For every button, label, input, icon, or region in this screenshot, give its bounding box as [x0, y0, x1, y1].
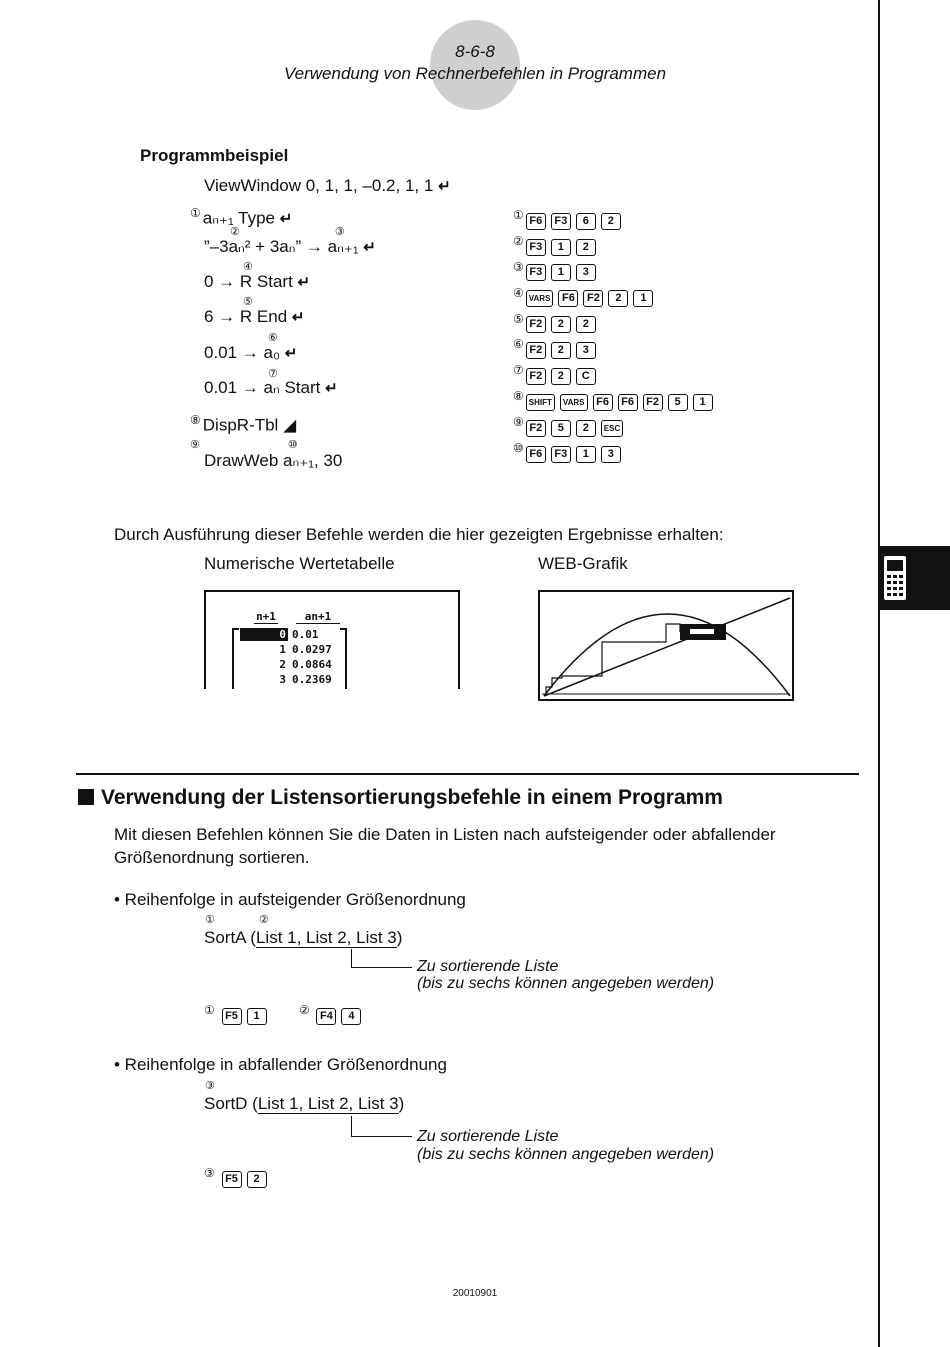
program-line-7	[204, 378, 338, 398]
calculator-key: SHIFT	[526, 394, 555, 411]
table-cell-a: 0.0864	[292, 658, 332, 671]
calculator-key: C	[576, 368, 596, 385]
sortd-note-2: (bis zu sechs können angegeben werden)	[417, 1146, 715, 1163]
key-sequence-number: ⑨	[513, 415, 524, 430]
calculator-key: F2	[526, 368, 546, 385]
results-intro: Durch Ausführung dieser Befehle werden die hier gezeigten Ergebnisse erhalten:	[114, 525, 724, 544]
table-cell-a: 0.2369	[292, 673, 332, 686]
program-line-3	[204, 237, 376, 257]
chapter-tab	[880, 546, 950, 610]
calculator-key: 2	[576, 420, 596, 437]
sorta-note-2: (bis zu sechs können angegeben werden)	[417, 975, 715, 992]
program-line-text: ”–3aₙ² + 3aₙ” → aₙ₊₁	[204, 237, 359, 256]
section-intro-1: Mit diesen Befehlen können Sie die Daten in Listen nach aufsteigender oder abfallender	[114, 825, 776, 844]
ascending-marker-1: ①	[205, 914, 215, 926]
calculator-key: 1	[633, 290, 653, 307]
return-icon: ↵	[279, 210, 293, 228]
calculator-key: F2	[526, 342, 546, 359]
key-1: 1	[247, 1008, 267, 1025]
table-cell-n: 0	[240, 628, 288, 641]
return-icon: ↵	[284, 345, 298, 362]
program-line-text: aₙ₊₁ Type	[202, 208, 275, 228]
return-icon: ↵	[438, 178, 451, 195]
graph-cobweb-gap	[690, 629, 714, 634]
calculator-key: F6	[526, 213, 546, 230]
key-sequence-number: ⑦	[513, 363, 524, 378]
key-f4: F4	[316, 1008, 336, 1025]
ascending-bullet: • Reihenfolge in aufsteigender Größenordnung	[114, 890, 466, 909]
return-icon: ↵	[297, 274, 311, 291]
program-line-5	[204, 307, 304, 327]
key-sequence-row	[513, 203, 718, 229]
program-line-2: ① aₙ₊₁ Type ↵	[190, 206, 293, 228]
calculator-key: F3	[526, 239, 546, 256]
calculator-key: 1	[551, 264, 571, 281]
calculator-key: VARS	[560, 394, 588, 411]
sorta-pointer	[351, 949, 412, 968]
sortd-keys: ③ F5 2	[204, 1166, 272, 1189]
key-sequence-row	[513, 307, 718, 333]
footer-code: 20010901	[452, 1288, 498, 1299]
key-sequence-number: ⑧	[513, 389, 524, 404]
ascending-marker-2: ②	[259, 914, 269, 926]
page-number: 8-6-8	[455, 42, 495, 61]
section-square-icon	[78, 789, 94, 805]
table-cell-n: 1	[279, 643, 286, 656]
program-line-text: 6 → R End	[204, 307, 288, 326]
calculator-key: F3	[551, 213, 571, 230]
program-line-1	[204, 176, 451, 196]
calculator-key: 2	[551, 368, 571, 385]
table-label: Numerische Wertetabelle	[204, 554, 395, 573]
program-line-7-marker: ⑦	[268, 368, 278, 380]
key-f5: F5	[222, 1171, 242, 1188]
program-line-8: ⑧ DispR-Tbl ◢	[190, 413, 297, 435]
key-4: 4	[341, 1008, 361, 1025]
calculator-key: F6	[618, 394, 638, 411]
calculator-icon	[880, 546, 950, 610]
program-line-9: DrawWeb aₙ₊₁, 30	[204, 451, 343, 470]
calculator-key: 3	[576, 264, 596, 281]
program-line-4-marker: ④	[243, 261, 253, 273]
key-sequence-number: ⑩	[513, 441, 524, 456]
table-bracket-right	[340, 628, 347, 689]
key-sequence-number: ④	[513, 285, 524, 300]
program-line-3-marker: ②③	[230, 226, 440, 238]
key-f5: F5	[222, 1008, 242, 1025]
key-sequence-row	[513, 281, 718, 307]
calculator-key: 6	[576, 213, 596, 230]
calculator-key: 2	[576, 316, 596, 333]
calculator-key: F2	[583, 290, 603, 307]
program-line-6	[204, 343, 297, 363]
sorta-list-args: List 1, List 2, List 3	[255, 928, 397, 947]
key-sequence-row	[513, 358, 718, 384]
graph-parabola	[544, 614, 790, 696]
sorta-keys: ① F5 1 ② F4 4	[204, 1003, 366, 1026]
sortd-pointer	[351, 1116, 412, 1137]
program-line-text: ViewWindow 0, 1, 1, –0.2, 1, 1	[204, 176, 434, 195]
table-bracket-left	[232, 628, 239, 689]
return-icon: ↵	[325, 380, 338, 397]
key-sequence-row	[513, 332, 718, 358]
program-line-9-marker: ⑨⑩	[190, 439, 386, 451]
key-sequence-number: ②	[513, 233, 524, 248]
calculator-key: 3	[576, 342, 596, 359]
key-sequence-number: ①	[513, 208, 524, 222]
calculator-key: 2	[608, 290, 628, 307]
program-line-5-marker: ⑤	[243, 296, 253, 308]
descending-bullet: • Reihenfolge in abfallender Größenordnung	[114, 1055, 447, 1074]
calculator-key: F3	[551, 446, 571, 463]
program-line-text: 0.01 → a₀	[204, 343, 281, 362]
calculator-key: F2	[643, 394, 663, 411]
calculator-key: 1	[576, 446, 596, 463]
program-line-text: 0.01 → aₙ Start	[204, 378, 321, 397]
table-cell-n: 3	[279, 673, 286, 686]
return-icon: ↵	[363, 239, 376, 256]
key-sequence-row	[513, 410, 718, 436]
key-sequence-row	[513, 436, 718, 462]
graph-label: WEB-Grafik	[538, 554, 628, 573]
calculator-key: F2	[526, 316, 546, 333]
calculator-key: 1	[693, 394, 713, 411]
calculator-key: 2	[551, 342, 571, 359]
descending-marker: ③	[205, 1080, 215, 1092]
calculator-key: 5	[668, 394, 688, 411]
key-sequence-row	[513, 255, 718, 281]
sortd-command: SortD (List 1, List 2, List 3)	[204, 1094, 405, 1113]
calculator-key: F6	[526, 446, 546, 463]
calculator-key: 1	[551, 239, 571, 256]
section-title: Verwendung der Listensortierungsbefehle in einem Programm	[78, 786, 723, 810]
key-sequence-number: ⑤	[513, 311, 524, 326]
page-edge-rule	[878, 0, 880, 1347]
graph-line-y-equals-x	[544, 598, 790, 696]
return-icon: ↵	[291, 309, 305, 326]
calculator-key: 2	[601, 213, 621, 230]
key-2: 2	[247, 1171, 267, 1188]
calculator-key: VARS	[526, 290, 554, 307]
table-header-a: an+1	[296, 610, 340, 624]
program-line-text: DispR-Tbl	[202, 415, 279, 435]
calculator-key: 3	[601, 446, 621, 463]
key-sequence-number: ⑥	[513, 337, 524, 352]
calculator-key: 2	[551, 316, 571, 333]
web-graph	[540, 592, 792, 699]
table-cell-a: 0.0297	[292, 643, 332, 656]
sortd-note-1: Zu sortierende Liste	[417, 1128, 559, 1145]
numeric-table-screen	[204, 590, 460, 689]
calculator-key: F3	[526, 264, 546, 281]
sorta-note-1: Zu sortierende Liste	[417, 958, 559, 975]
program-line-text: 0 → R Start	[204, 272, 293, 291]
key-sequence-row	[513, 384, 718, 410]
table-cell-n: 2	[279, 658, 286, 671]
program-line-6-marker: ⑥	[268, 332, 278, 344]
calculator-key: 5	[551, 420, 571, 437]
section-rule	[76, 773, 859, 775]
calculator-key: F6	[593, 394, 613, 411]
page-title: Verwendung von Rechnerbefehlen in Programmen	[283, 64, 667, 83]
key-sequence-row	[513, 229, 718, 255]
sortd-list-args: List 1, List 2, List 3	[257, 1094, 399, 1113]
display-triangle-icon: ◢	[283, 415, 297, 435]
program-line-4	[204, 272, 310, 292]
graph-cobweb	[546, 624, 680, 696]
table-header-n: n+1	[254, 610, 278, 624]
key-sequence-list	[513, 203, 718, 462]
table-cell-a: 0.01	[292, 628, 319, 641]
calculator-key: F6	[558, 290, 578, 307]
example-heading: Programmbeispiel	[140, 146, 289, 165]
calculator-key: ESC	[601, 420, 623, 437]
calculator-key: 2	[576, 239, 596, 256]
calculator-key: F2	[526, 420, 546, 437]
section-intro-2: Größenordnung sortieren.	[114, 848, 310, 867]
web-graph-screen	[538, 590, 794, 701]
key-sequence-number: ③	[513, 259, 524, 274]
sorta-command: SortA (List 1, List 2, List 3)	[204, 928, 403, 947]
